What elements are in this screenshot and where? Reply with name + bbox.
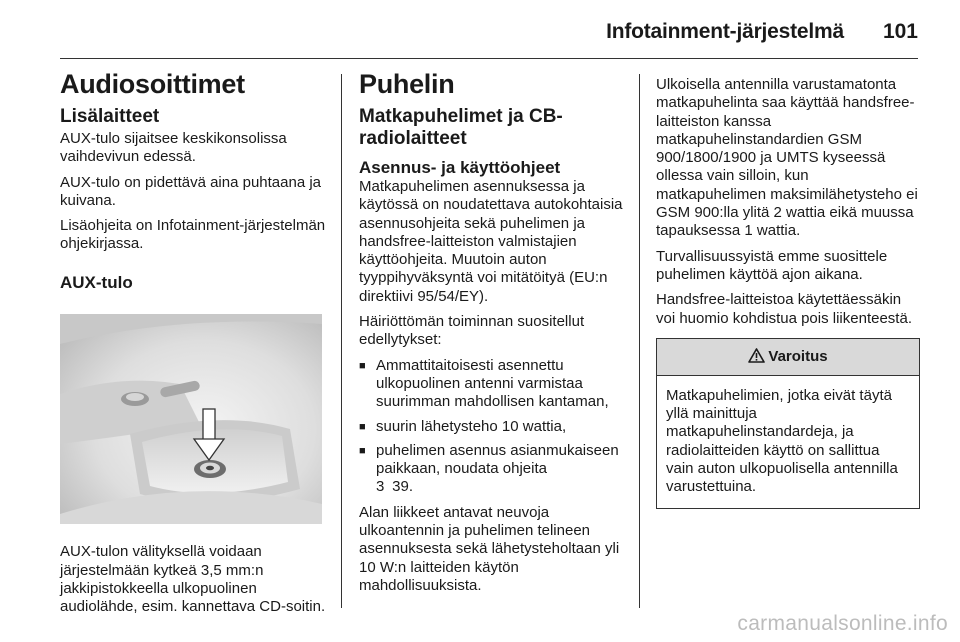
column-divider-1 [341,74,342,608]
header-title: Infotainment-järjestelmä [606,20,844,43]
warning-title: Varoitus [768,347,828,365]
section-title-phone: Puhelin [359,69,455,99]
list-item: ■ Ammattitaitoisesti asennettu ulkopuolinen antenni varmistaa suurimman mahdollisen kantaman, [359,357,625,412]
page-header [0,0,960,60]
column-phone-continued [656,76,920,509]
paragraph: Lisäohjeita on Infotainment-järjestelmän ohjekirjassa. [60,217,326,253]
paragraph: Alan liikkeet antavat neuvoja ulkoantennin ja puhelimen telineen asennuksesta sekä lähetysteholtaan yli 10 W:n laitteiden käytön mahdollisuuksista. [359,503,620,594]
subsection-title-accessories: Lisälaitteet [60,106,160,127]
paragraph: Handsfree-laitteistoa käytettäessäkin voi huomio kohdistua pois liikenteestä. [656,291,912,327]
aux-caption: AUX-tulon välityksellä voidaan järjestelmään kytkeä 3,5 mm:n jakkipistokkeella ulkopuolinen audiolähde, esim. kannettava CD-soitin. [60,543,326,616]
aux-heading: AUX-tulo [60,272,133,292]
warning-triangle-icon [748,348,765,363]
subsection-title-mobile-cb: Matkapuhelimet ja CB-radiolaitteet [359,106,563,149]
paragraph: Matkapuhelimen asennuksessa ja käytössä on noudatettava autokohtaisia asennusohjeita sekä puhelimen ja handsfree-laitteiston valmistajien käyttöohjeita. Muutoin auton tyyppihyväksyntä voi mitätöityä (EU:n direktiivi 95/54/EY). [359,178,623,305]
page-reference: 39. [392,478,414,496]
warning-box [656,338,920,509]
list-item-text: puhelimen asennus asianmukaiseen paikkaan, noudata ohjeita [376,441,619,478]
recommendations-list [359,357,625,497]
list-item: ■ suurin lähetysteho 10 wattia, [359,418,625,436]
warning-header [657,339,919,376]
subsubsection-title-installation: Asennus- ja käyttöohjeet [359,158,561,177]
section-title-audio: Audiosoittimet [60,69,245,99]
column-audio [60,68,328,624]
watermark: carmanualsonline.info [737,612,948,635]
list-item [359,442,625,497]
column-divider-2 [639,74,640,608]
warning-text: Matkapuhelimien, jotka eivät täytä yllä mainittuja matkapuhelinstandardeja, ja radiolaitteiden käyttö on sallittua vain auton ulkopuolisella antennilla varustettuina. [666,386,898,496]
page-number: 101 [882,20,918,43]
paragraph: Häiriöttömän toiminnan suositellut edellytykset: [359,313,585,349]
reference-arrow-icon: 3 [376,478,385,496]
paragraph: AUX-tulo sijaitsee keskikonsolissa vaihdevivun edessä. [60,130,287,166]
aux-input-illustration [60,314,322,524]
header-rule [60,58,918,59]
paragraph: AUX-tulo on pidettävä aina puhtaana ja kuivana. [60,173,322,209]
paragraph: Turvallisuussyistä emme suosittele puhelimen käyttöä ajon aikana. [656,247,888,283]
paragraph: Ulkoisella antennilla varustamatonta matkapuhelinta saa käyttää handsfree-laitteiston kanssa matkapuhelinstandardien GSM 900/1800/1900 ja UMTS kyseessä ollessa vain silloin, kun matkapuhelimen maksimilähetysteho ei GSM 900:lla ylitä 2 wattia eikä muussa tapauksessa 1 wattia. [656,76,918,240]
column-phone [359,68,625,602]
